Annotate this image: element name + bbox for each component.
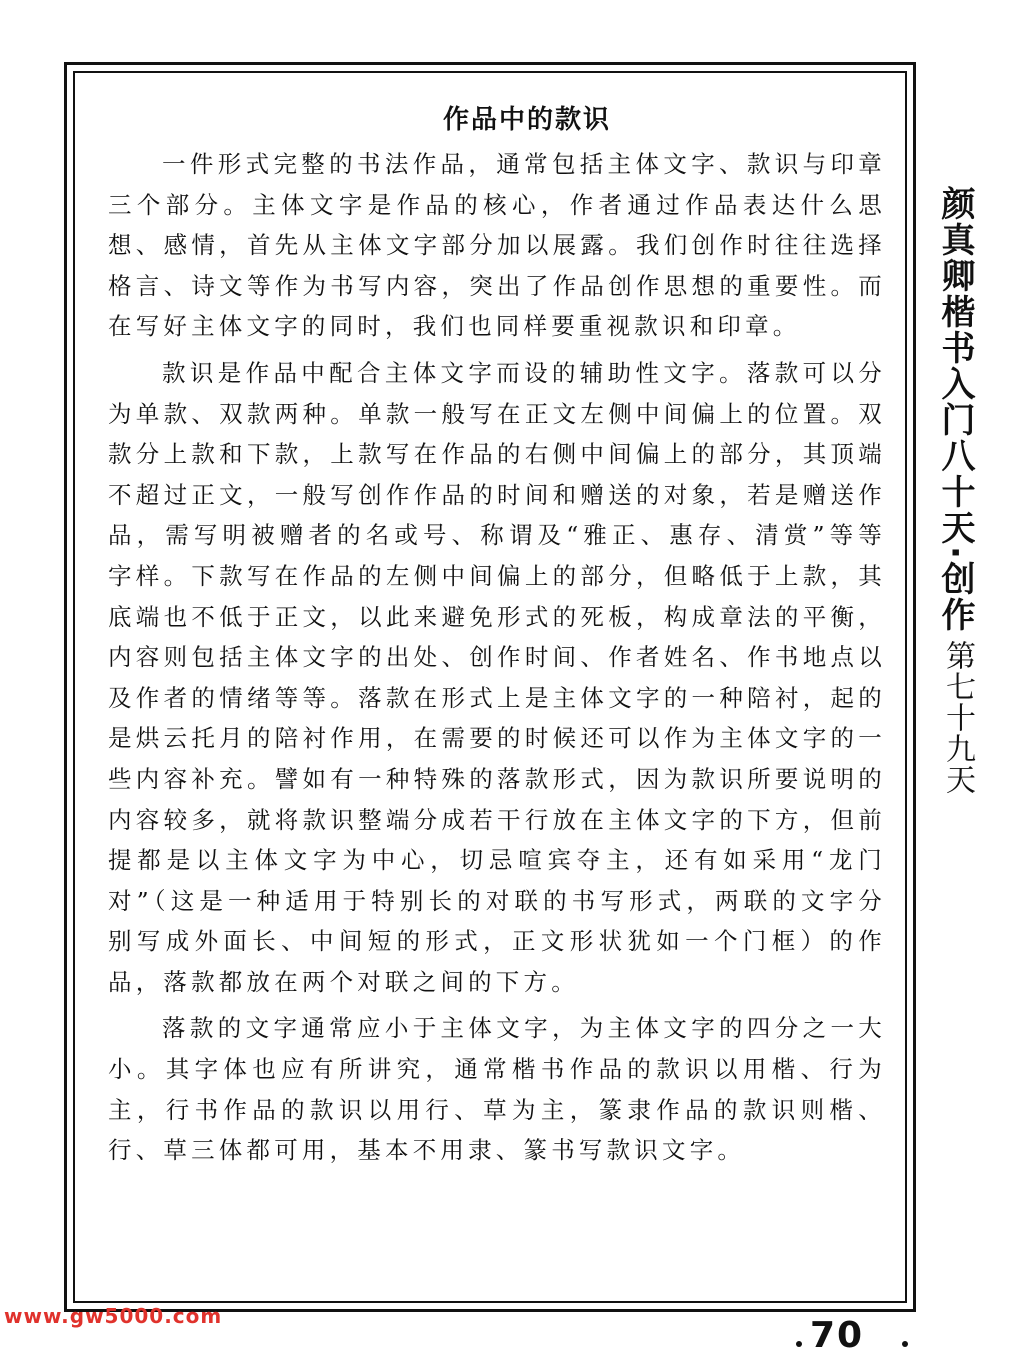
- page-number: 70: [810, 1315, 865, 1356]
- watermark-url: www.gw5000.com: [4, 1304, 223, 1328]
- article-paragraph-1: 一件形式完整的书法作品，通常包括主体文字、款识与印章三个部分。主体文字是作品的核心，作者通过作品表达什么思想、感情，首先从主体文字部分加以展露。我们创作时往往选择格言、诗文等作为书写内容，突出了作品创作思想的重要性。而在写好主体文字的同时，我们也同样要重视款识和印章。: [108, 150, 886, 341]
- article-paragraph-3: 落款的文字通常应小于主体文字，为主体文字的四分之一大小。其字体也应有所讲究，通常楷书作品的款识以用楷、行为主，行书作品的款识以用行、草为主，篆隶作品的款识则楷、行、草三体都可用，基本不用隶、篆书写款识文字。: [108, 1014, 886, 1165]
- book-title-vertical: 颜真卿楷书入门八十天·创作: [935, 186, 975, 633]
- page-number-dot-left: [796, 1341, 802, 1347]
- page-number-dot-right: [902, 1341, 908, 1347]
- article-paragraph-2: 款识是作品中配合主体文字而设的辅助性文字。落款可以分为单款、双款两种。单款一般写在正文左侧中间偏上的位置。双款分上款和下款，上款写在作品的右侧中间偏上的部分，其顶端不超过正文，一般写创作作品的时间和赠送的对象，若是赠送作品，需写明被赠者的名或号、称谓及“雅正、惠存、清赏”等等字样。下款写在作品的左侧中间偏上的部分，但略低于上款，其底端也不低于正文，以此来避免形式的死板，构成章法的平衡，内容则包括主体文字的出处、创作时间、作者姓名、作书地点以及作者的情绪等等。落款在形式上是主体文字的一种陪衬，起的是烘云托月的陪衬作用，在需要的时候还可以作为主体文字的一些内容补充。譬如有一种特殊的落款形式，因为款识所要说明的内容较多，就将款识整端分成若干行放在主体文字的下方，但前提都是以主体文字为中心，切忌喧宾夺主，还有如采用“龙门对”（这是一种适用于特别长的对联的书写形式，两联的文字分别写成外面长、中间短的形式，正文形状犹如一个门框）的作品，落款都放在两个对联之间的下方。: [108, 358, 886, 996]
- article-title: 作品中的款识: [442, 105, 611, 135]
- day-label-vertical: 第七十九天: [940, 640, 975, 795]
- article-body: [108, 100, 886, 1290]
